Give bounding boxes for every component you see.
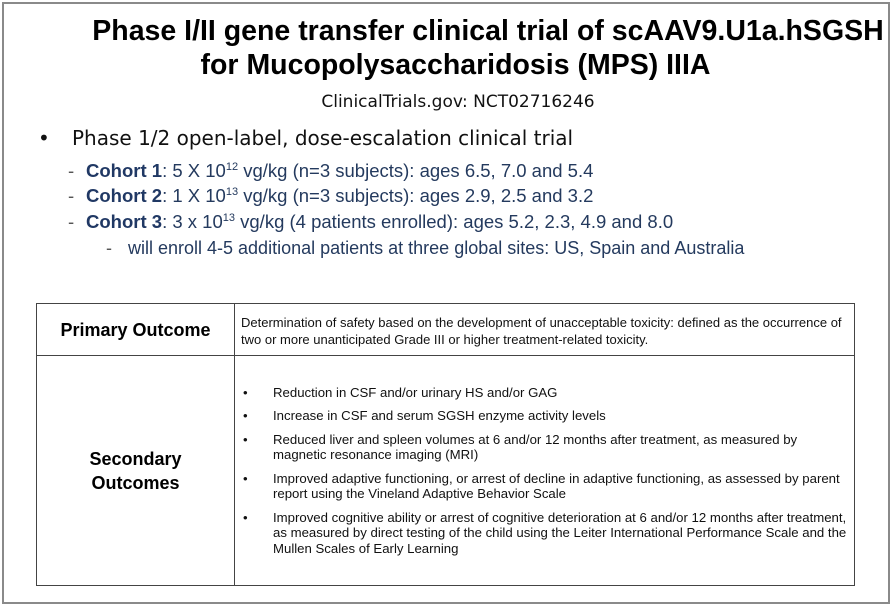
list-item <box>235 432 848 463</box>
dash-icon: - <box>68 185 75 206</box>
dose-exponent: 13 <box>222 211 235 224</box>
main-bullet-text: Phase 1/2 open-label, dose-escalation clinical trial <box>72 126 574 150</box>
dash-icon: - <box>68 160 75 181</box>
bullet-dot-icon: • <box>243 470 248 486</box>
list-item-text: Reduced liver and spleen volumes at 6 and/or 12 months after treatment, as measured by magnetic resonance imaging (MRI) <box>273 431 798 463</box>
cohort-dose: : 1 X 10 <box>162 185 226 206</box>
list-item-text: Reduction in CSF and/or urinary HS and/or GAG <box>273 384 558 400</box>
cohort-1-line <box>68 160 593 182</box>
bullet-dot-icon: • <box>38 126 50 150</box>
secondary-outcome-row <box>37 356 855 586</box>
title-line-1: Phase I/II gene transfer clinical trial of scAAV9.U1a.hSGSH <box>92 15 884 47</box>
main-bullet <box>38 126 573 150</box>
outcomes-table <box>36 303 855 586</box>
list-item <box>235 510 848 557</box>
cohort-dose: : 5 X 10 <box>162 160 226 181</box>
slide-title <box>0 14 896 82</box>
dash-icon: - <box>68 211 75 232</box>
list-item <box>235 408 848 424</box>
cohort-details: vg/kg (4 patients enrolled): ages 5.2, 2.3, 4.9 and 8.0 <box>235 211 674 232</box>
dose-exponent: 12 <box>225 160 239 173</box>
registry-id: ClinicalTrials.gov: NCT02716246 <box>321 92 595 112</box>
cohort-label: Cohort 1 <box>86 160 163 181</box>
list-item-text: Improved adaptive functioning, or arrest of decline in adaptive functioning, as assessed by parent report using the Vineland Adaptive Behavior Scale <box>273 470 840 502</box>
bullet-dot-icon: • <box>243 408 248 424</box>
list-item <box>235 385 848 401</box>
list-item <box>235 471 848 502</box>
cohort-3-line <box>68 211 673 233</box>
cohort-label: Cohort 3 <box>86 211 163 232</box>
secondary-label-line-1: Secondary <box>89 448 182 469</box>
list-item-text: Improved cognitive ability or arrest of cognitive deterioration at 6 and/or 12 months after treatment, as measured by direct testing of the child using the Leiter International Performance Scale and the Mullen Scales of Early Learning <box>273 509 847 556</box>
secondary-outcome-list-cell <box>235 356 855 586</box>
dash-icon: - <box>106 238 112 258</box>
cohort-3-note <box>106 238 744 259</box>
cohort-label: Cohort 2 <box>86 185 163 206</box>
bullet-dot-icon: • <box>243 431 248 447</box>
cohort-3-note-text: will enroll 4-5 additional patients at three global sites: US, Spain and Australia <box>128 238 745 258</box>
secondary-outcome-label <box>37 356 235 586</box>
cohort-2-line <box>68 185 593 207</box>
cohort-dose: : 3 x 10 <box>162 211 223 232</box>
bullet-dot-icon: • <box>243 384 248 400</box>
bullet-dot-icon: • <box>243 509 248 525</box>
cohort-details: vg/kg (n=3 subjects): ages 6.5, 7.0 and 5.4 <box>238 160 594 181</box>
primary-outcome-text: Determination of safety based on the development of unacceptable toxicity: defined as the occurrence of two or more unanticipated Grade III or higher treatment-related toxicity. <box>235 304 855 356</box>
title-line-2: for Mucopolysaccharidosis (MPS) IIIA <box>200 49 711 81</box>
dose-exponent: 13 <box>225 185 239 198</box>
list-item-text: Increase in CSF and serum SGSH enzyme activity levels <box>273 408 606 424</box>
secondary-label-line-2: Outcomes <box>91 472 180 493</box>
primary-outcome-label: Primary Outcome <box>37 304 235 356</box>
cohort-details: vg/kg (n=3 subjects): ages 2.9, 2.5 and 3.2 <box>238 185 594 206</box>
primary-outcome-row <box>37 304 855 356</box>
secondary-outcome-list <box>235 385 848 557</box>
